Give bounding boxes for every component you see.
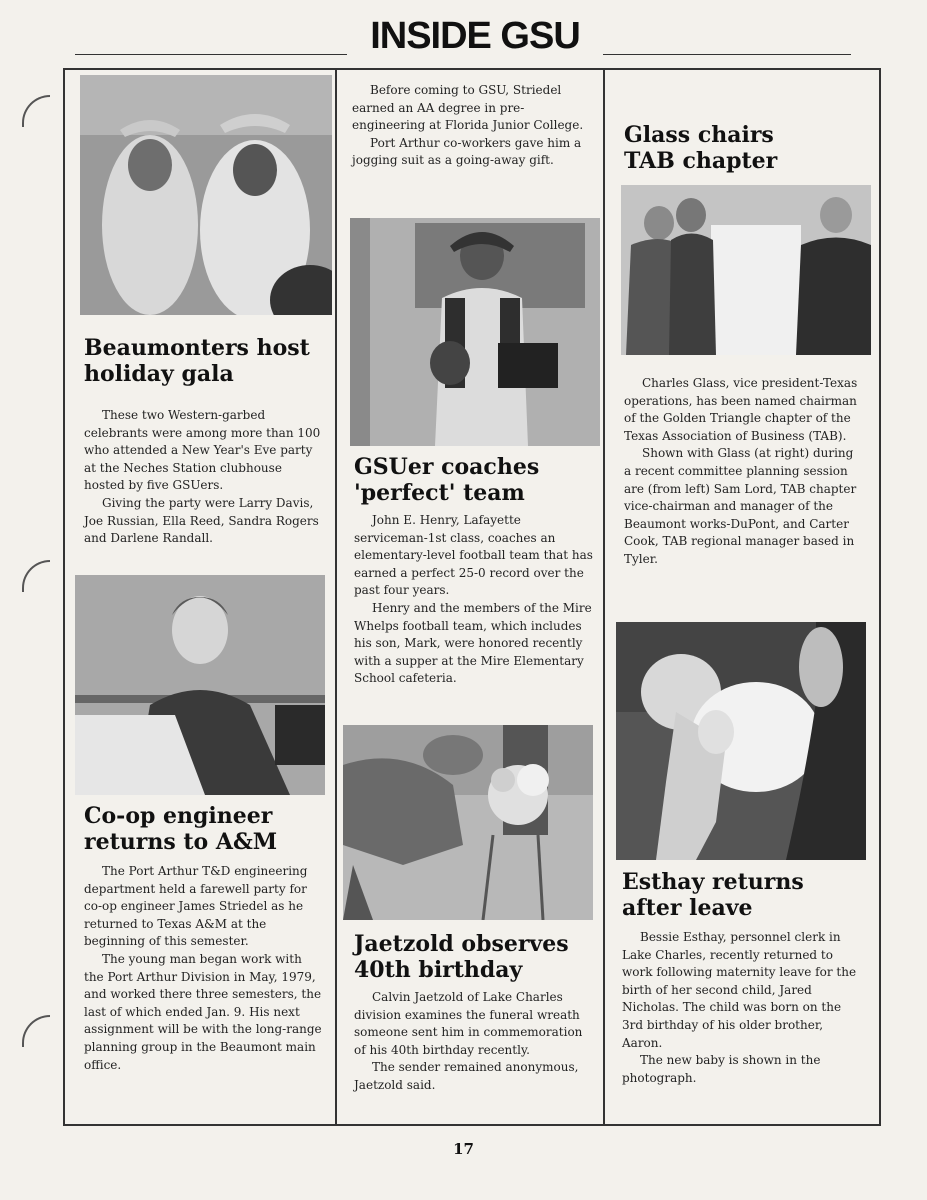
masthead-rule-left	[75, 54, 347, 55]
paragraph: Before coming to GSU, Striedel earned an AA degree in pre-engineering at Florida Junior College.	[352, 83, 584, 133]
headline-beaumonters: Beaumonters host holiday gala	[84, 335, 310, 387]
paragraph: Shown with Glass (at right) during a recent committee planning session are (from left) Sam Lord, TAB chapter vice-chairman and manager of the Beaumont works-DuPont, and Carter Cook, TAB regional manager based in Tyler.	[624, 446, 857, 566]
paragraph: Port Arthur co-workers gave him a jogging suit as a going-away gift.	[352, 135, 582, 168]
paragraph: Charles Glass, vice president-Texas operations, has been named chairman of the Golden Triangle chapter of the Texas Association of Business (TAB).	[624, 376, 858, 443]
paragraph: Giving the party were Larry Davis, Joe Russian, Ella Reed, Sandra Rogers and Darlene Randall.	[84, 495, 319, 546]
photo-coach	[350, 218, 600, 446]
photo-cowboys	[80, 75, 332, 315]
binder-hole	[22, 1015, 50, 1047]
article-jaetzold	[354, 989, 594, 1095]
paragraph: The Port Arthur T&D engineering department held a farewell party for co-op engineer James Striedel as he returned to Texas A&M at the beginning of this semester.	[84, 864, 308, 949]
photo-jaetzold	[343, 725, 593, 920]
binder-hole	[22, 95, 50, 127]
paragraph: These two Western-garbed celebrants were among more than 100 who attended a New Year's Eve party at the Neches Station clubhouse hosted by five GSUers.	[84, 408, 321, 493]
masthead-title: INSIDE GSU	[370, 15, 580, 57]
headline-glass: Glass chairs TAB chapter	[624, 122, 778, 174]
headline-esthay: Esthay returns after leave	[622, 869, 804, 921]
paragraph: John E. Henry, Lafayette serviceman-1st class, coaches an elementary-level football team that has earned a perfect 25-0 record over the past four years.	[354, 513, 593, 598]
paragraph: The sender remained anonymous, Jaetzold said.	[354, 1060, 579, 1092]
paragraph: Calvin Jaetzold of Lake Charles division examines the funeral wreath someone sent him in commemoration of his 40th birthday recently.	[354, 990, 583, 1057]
article-coaches	[354, 512, 594, 688]
headline-jaetzold: Jaetzold observes 40th birthday	[354, 931, 569, 983]
article-beaumonters	[84, 407, 324, 548]
column-divider	[603, 68, 605, 1126]
article-glass	[624, 375, 864, 569]
article-esthay	[622, 929, 862, 1087]
paragraph: The new baby is shown in the photograph.	[622, 1053, 821, 1085]
photo-esthay-baby	[616, 622, 866, 860]
article-coop	[84, 863, 324, 1074]
paragraph: Bessie Esthay, personnel clerk in Lake Charles, recently returned to work following maternity leave for the birth of her second child, Jared Nicholas. The child was born on the 3rd birthday of his older brother, Aaron.	[622, 930, 857, 1050]
photo-coop-engineer	[75, 575, 325, 795]
masthead-rule-right	[603, 54, 851, 55]
binder-hole	[22, 560, 50, 592]
paragraph: Henry and the members of the Mire Whelps football team, which includes his son, Mark, were honored recently with a supper at the Mire Elementary School cafeteria.	[354, 600, 592, 686]
paragraph: The young man began work with the Port Arthur Division in May, 1979, and worked there three semesters, the last of which ended Jan. 9. His next assignment will be with the long-range planning group in the Beaumont main office.	[84, 951, 322, 1072]
headline-coop: Co-op engineer returns to A&M	[84, 803, 278, 855]
column-divider	[335, 68, 337, 1126]
photo-glass	[621, 185, 871, 355]
headline-coaches: GSUer coaches 'perfect' team	[354, 454, 540, 506]
page-number: 17	[453, 1140, 474, 1158]
article-coop-continued	[352, 82, 592, 170]
